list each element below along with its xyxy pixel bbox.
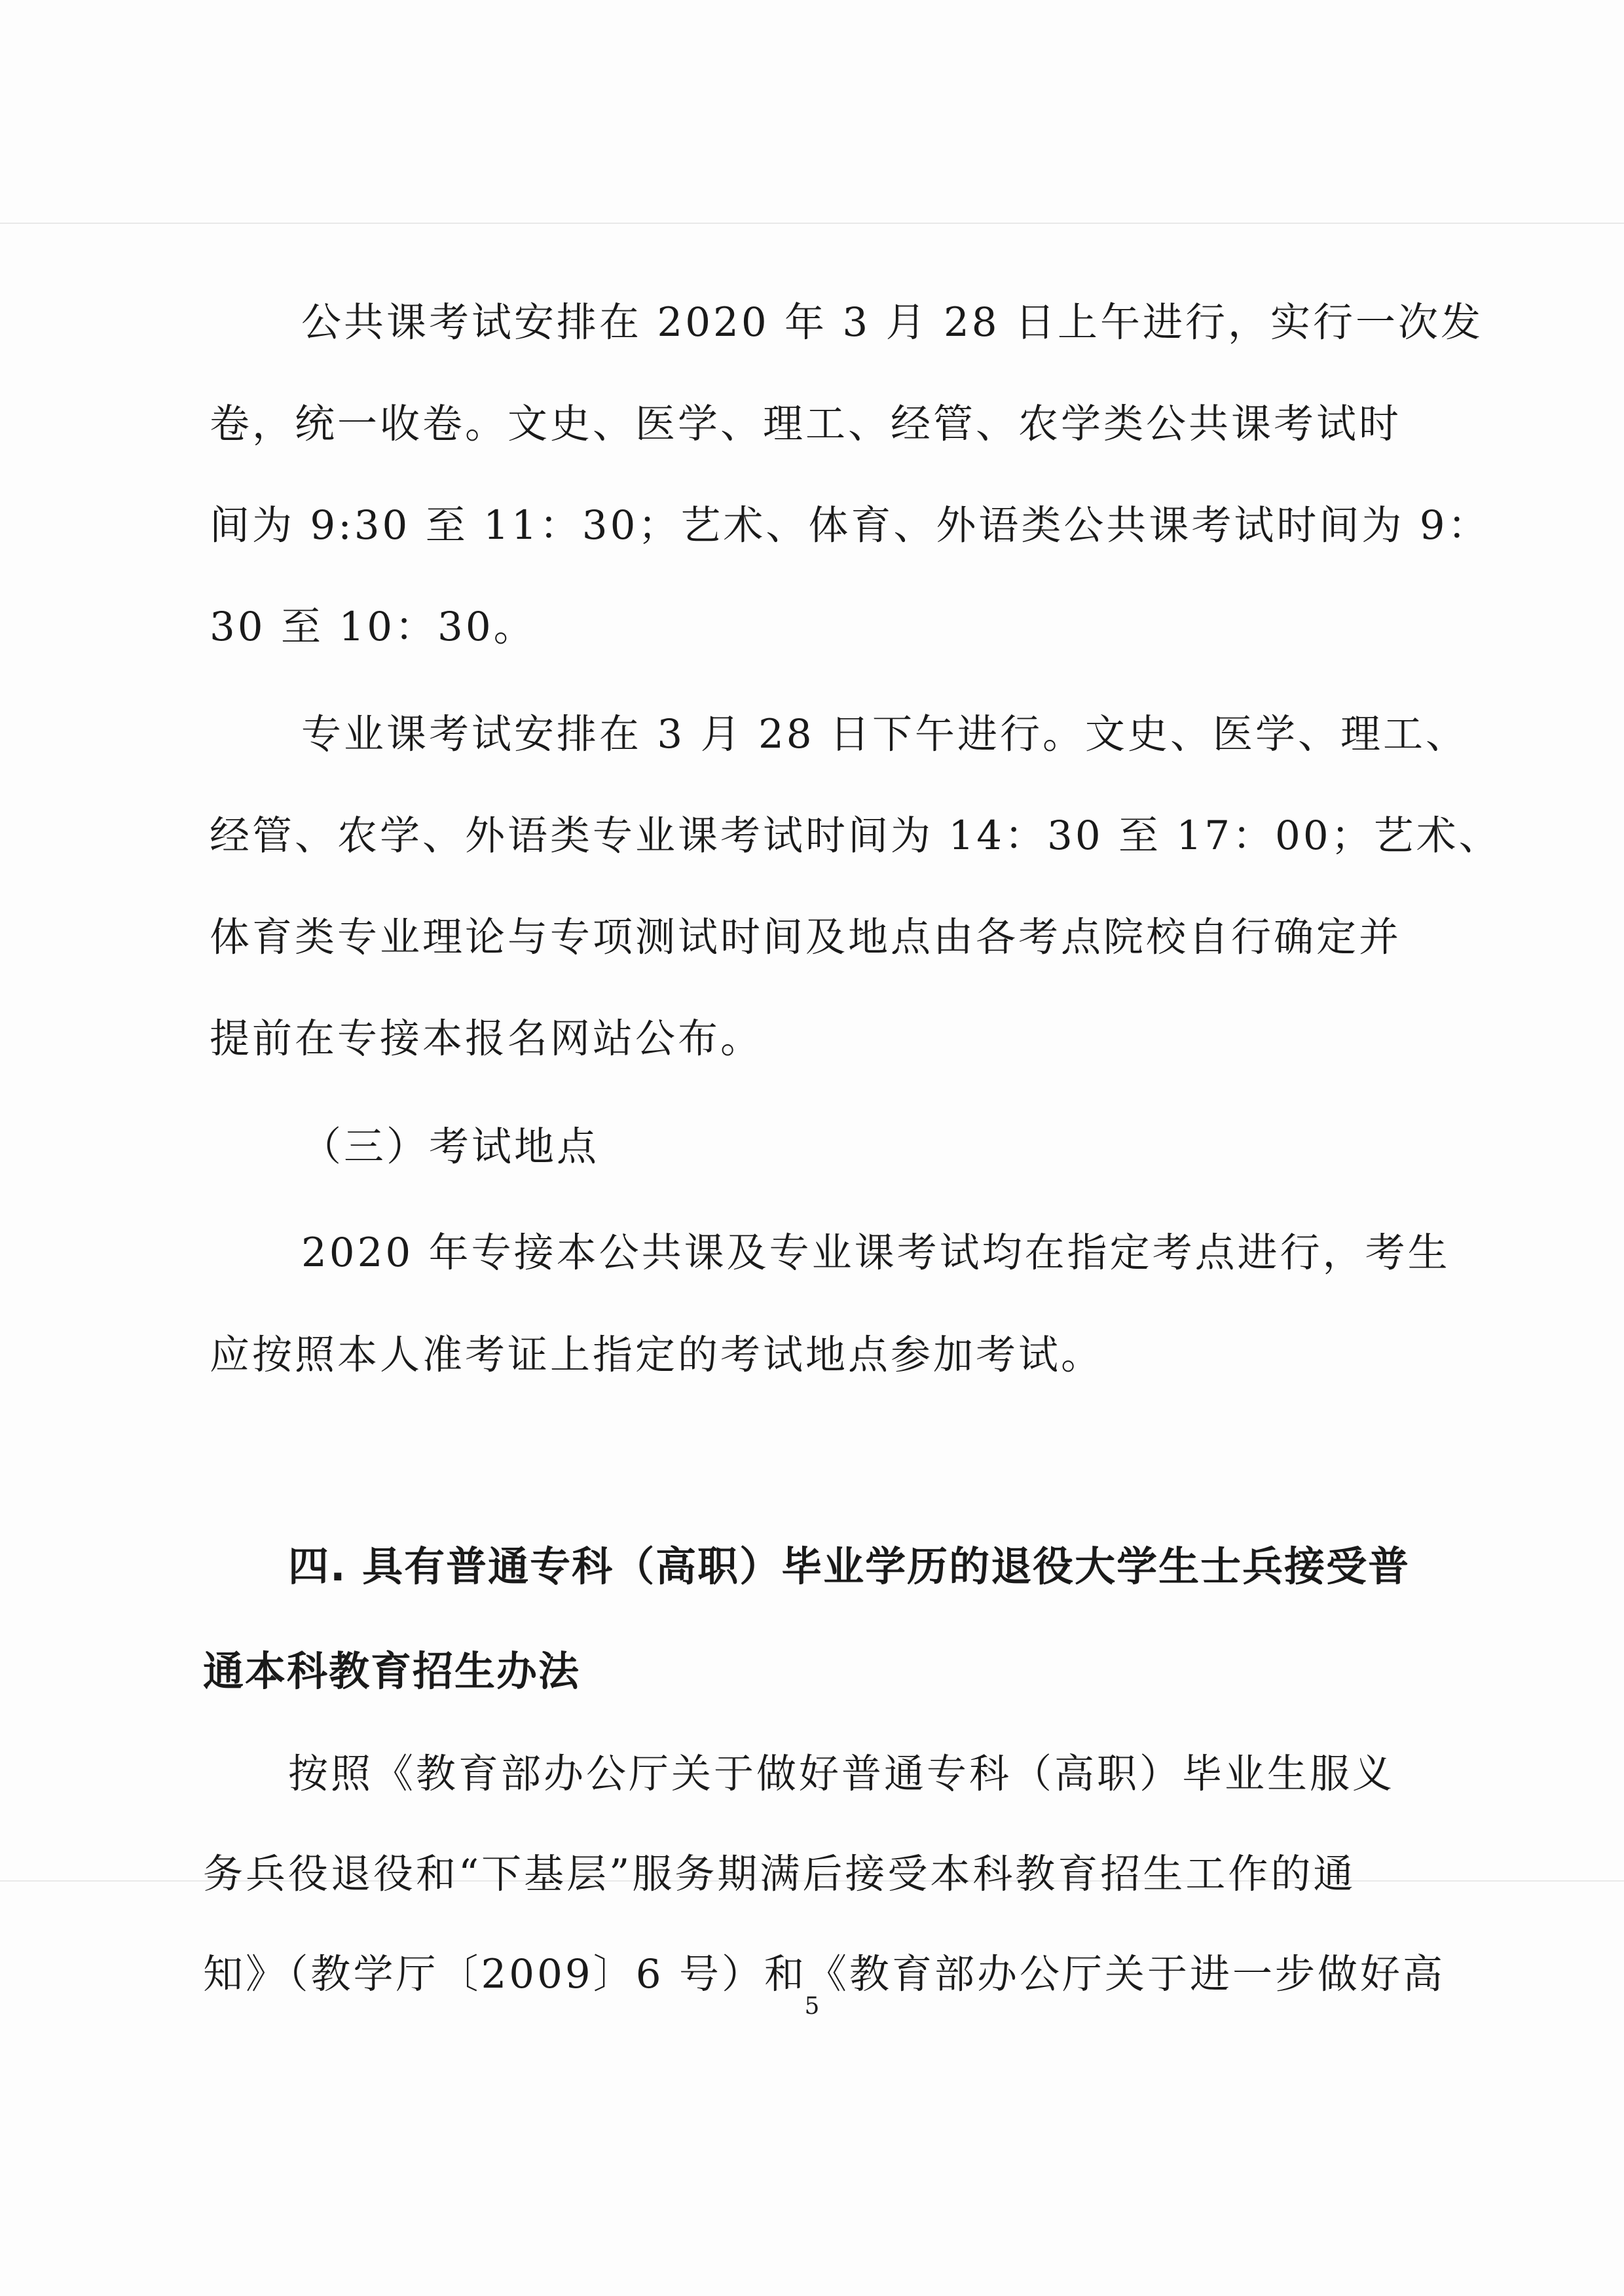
heading-line: 通本科教育招生办法 [203,1647,581,1695]
heading-line: 四. 具有普通专科（高职）毕业学历的退役大学生士兵接受普 [288,1542,1411,1590]
text-line: 经管、农学、外语类专业课考试时间为 14：30 至 17：00；艺术、 [210,812,1502,859]
page-number: 5 [804,1993,820,2020]
text-line: 体育类专业理论与专项测试时间及地点由各考点院校自行确定并 [210,914,1402,960]
subheading-exam-location: （三）考试地点 [301,1123,600,1170]
text-line: 专业课考试安排在 3 月 28 日下午进行。文史、医学、理工、 [301,711,1468,757]
text-line: 应按照本人准考证上指定的考试地点参加考试。 [210,1332,1104,1378]
text-line: 按照《教育部办公厅关于做好普通专科（高职）毕业生服义 [288,1751,1395,1797]
text-line: 知》（教学厅〔2009〕6 号）和《教育部办公厅关于进一步做好高 [203,1951,1445,1997]
text-line: 2020 年专接本公共课及专业课考试均在指定考点进行，考生 [301,1230,1450,1276]
text-line: 卷，统一收卷。文史、医学、理工、经管、农学类公共课考试时 [210,401,1402,447]
text-line: 公共课考试安排在 2020 年 3 月 28 日上午进行，实行一次发 [301,299,1484,346]
text-line: 务兵役退役和“下基层”服务期满后接受本科教育招生工作的通 [203,1851,1356,1897]
text-line: 30 至 10：30。 [210,604,536,650]
text-line: 提前在专接本报名网站公布。 [210,1015,764,1062]
text-line: 间为 9:30 至 11：30；艺术、体育、外语类公共课考试时间为 9： [210,502,1490,549]
scan-artifact-line [0,223,1624,224]
